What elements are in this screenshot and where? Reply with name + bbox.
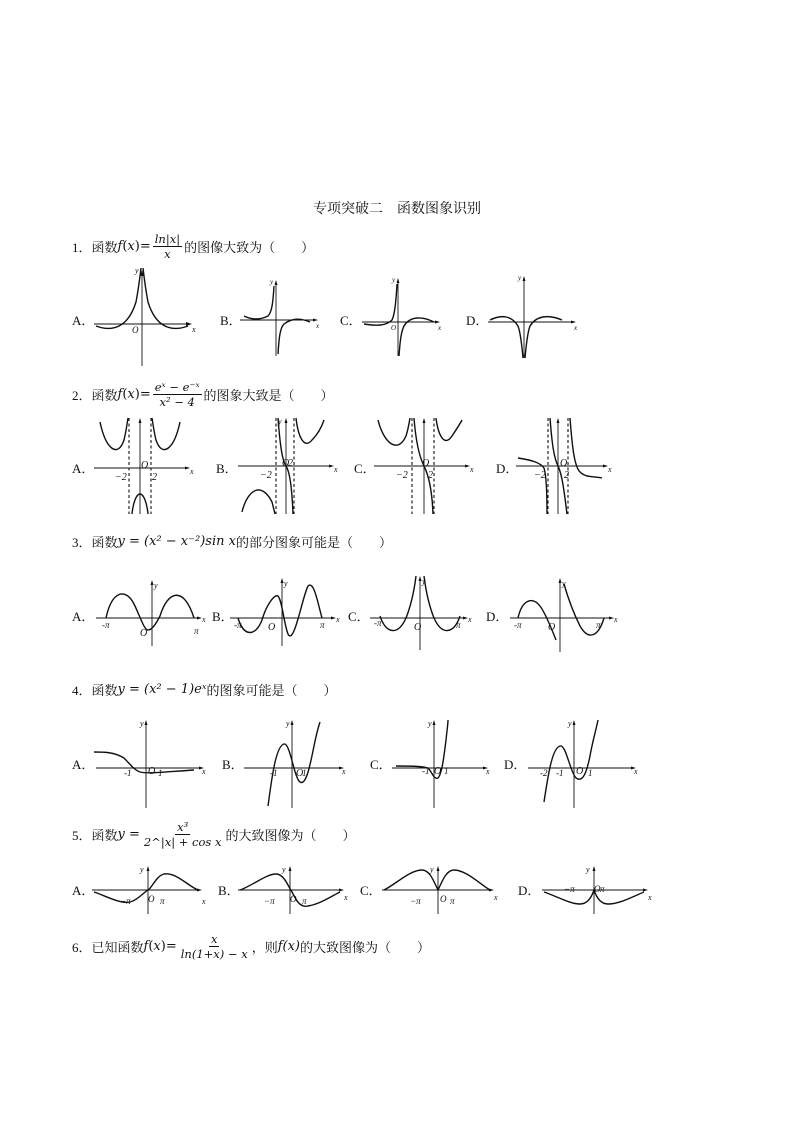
svg-text:x: x [494,893,498,902]
svg-text:x: x [470,465,474,474]
q5-graph-c[interactable] [380,862,506,916]
svg-text:1: 1 [588,768,593,778]
q4-graph-c[interactable] [390,716,500,810]
svg-text:y: y [430,865,434,874]
question-3: 3． 函数 y = (x² − x⁻²)sin x 的部分图象可能是（ ） [72,534,392,551]
svg-text:y: y [154,581,158,590]
svg-text:O: O [148,766,156,777]
svg-text:π: π [160,896,165,906]
svg-text:2: 2 [288,458,293,469]
option-b-label[interactable]: B． [212,609,234,624]
svg-text:-π: -π [514,620,522,630]
svg-text:x: x [334,465,338,474]
svg-text:2: 2 [428,470,433,481]
svg-text:-2: -2 [540,768,548,778]
option-b-label[interactable]: B． [220,313,242,328]
question-1: 1． 函数 f ( x ) = $\frac{\ln|x|}{x}$ 的图像大致为（ ） [72,232,315,261]
svg-text:2: 2 [152,472,157,483]
svg-text:x: x [190,467,194,476]
q1-graph-a[interactable] [92,262,202,372]
svg-text:y: y [428,719,432,728]
svg-text:O: O [594,884,601,894]
svg-text:y: y [286,719,290,728]
svg-text:1: 1 [158,768,163,778]
fraction: $\frac{\text{eˣ − e⁻ˣ}}{\text{x² − 4}}$ [154,380,200,409]
q2-graph-a[interactable] [92,414,202,518]
q1-graph-b[interactable] [238,272,328,360]
x-label: x [192,325,196,334]
svg-text:−π: −π [564,884,575,894]
svg-text:1: 1 [444,766,449,776]
svg-text:−π: −π [410,896,421,906]
svg-text:−2: −2 [260,470,272,481]
q3-graph-b[interactable] [228,574,348,648]
q1-graph-c[interactable] [360,270,450,360]
svg-text:-1: -1 [124,768,132,778]
q4-graph-d[interactable] [526,716,646,810]
option-a-label[interactable]: A． [72,461,95,476]
fraction: $\frac{\text{x³}}{\text{2\textasciicircum{}|x| + cos x}}$ [143,820,222,849]
q4-graph-b[interactable] [242,716,358,810]
svg-text:x: x [574,324,578,332]
svg-text:x: x [634,767,638,776]
question-5: 5． 函数 y = $\frac{\text{x³}}{\text{2\textasciicircum{}|x| + cos x}}$ 的大致图像为（ ） [72,820,356,849]
svg-text:y: y [284,579,288,588]
svg-text:O: O [440,894,447,904]
svg-text:−π: −π [120,896,131,906]
option-d-label[interactable]: D． [486,609,509,624]
q2-graph-c[interactable] [372,414,482,518]
svg-text:2: 2 [564,470,569,481]
svg-text:x: x [648,893,652,902]
svg-text:−2: −2 [396,470,408,481]
q3-graph-c[interactable] [368,572,478,652]
fraction: $\frac{\ln|x|}{x}$ [154,232,181,261]
option-a-label[interactable]: A． [72,313,95,328]
svg-text:x: x [202,767,206,776]
svg-text:x: x [344,893,348,902]
svg-text:-π: -π [234,620,242,630]
origin-label: O [132,325,139,335]
svg-text:O: O [148,894,155,904]
q3-graph-a[interactable] [94,576,214,648]
svg-text:y: y [562,579,566,588]
svg-text:O: O [434,766,442,777]
svg-text:O: O [576,766,584,777]
option-b-label[interactable]: B． [222,757,244,772]
option-d-label[interactable]: D． [504,757,527,772]
svg-text:y: y [282,865,286,874]
q5-graph-d[interactable] [540,862,660,916]
svg-text:y: y [422,577,426,586]
q5-graph-a[interactable] [90,862,216,916]
svg-text:y: y [278,417,282,426]
svg-text:O: O [282,458,290,469]
svg-text:x: x [614,615,618,624]
svg-text:x: x [202,615,206,624]
svg-text:O: O [268,622,276,633]
question-4: 4． 函数 y = (x² − 1)eˣ 的图象可能是（ ） [72,682,337,699]
svg-text:-π: -π [374,618,382,628]
svg-text:x: x [608,465,612,474]
svg-text:O: O [141,460,149,471]
fraction: $\frac{x}{\ln(1+x) - x}$ [180,932,248,961]
option-b-label[interactable]: B． [218,883,240,898]
svg-text:x: x [486,767,490,776]
svg-text:−2: −2 [115,472,127,483]
svg-text:O: O [422,458,430,469]
svg-text:y: y [140,865,144,874]
svg-text:y: y [568,719,572,728]
option-d-label[interactable]: D． [518,883,541,898]
svg-text:π: π [320,620,325,630]
option-d-label[interactable]: D． [496,461,519,476]
svg-text:y: y [392,276,396,284]
svg-text:O: O [414,622,422,633]
svg-text:O: O [296,768,304,779]
svg-text:x: x [316,322,320,330]
option-a-label[interactable]: A． [72,757,95,772]
q1-graph-d[interactable] [486,268,586,362]
option-a-label[interactable]: A． [72,609,95,624]
svg-text:y: y [518,274,522,282]
svg-text:π: π [450,896,455,906]
question-6: 6． 已知函数 f ( x ) = $\frac{x}{\ln(1+x) - x}$ ，则 f(x) 的大致图像为（ ） [72,932,431,961]
svg-text:O: O [290,894,297,904]
svg-text:1: 1 [302,768,307,778]
q2-graph-d[interactable] [514,414,624,518]
svg-text:-π: -π [102,620,110,630]
svg-text:x: x [468,615,472,624]
svg-text:−2: −2 [534,470,546,481]
svg-text:π: π [456,620,461,630]
svg-text:π: π [194,626,199,636]
question-2: 2． 函数 f ( x ) = $\frac{\text{eˣ − e⁻ˣ}}{\text{x² − 4}}$ 的图象大致是（ ） [72,380,334,409]
option-a-label[interactable]: A． [72,883,95,898]
q5-graph-b[interactable] [236,862,356,916]
svg-text:-1: -1 [556,768,564,778]
svg-text:π: π [596,620,601,630]
option-c-label[interactable]: C． [354,461,376,476]
option-c-label[interactable]: C． [370,757,392,772]
svg-text:-1: -1 [422,766,430,776]
svg-text:O: O [560,458,568,469]
svg-text:y: y [270,278,274,286]
page-title: 专项突破二 函数图象识别 [313,201,481,217]
svg-text:π: π [302,896,307,906]
option-c-label[interactable]: C． [360,883,382,898]
svg-text:π: π [600,884,605,894]
option-c-label[interactable]: C． [340,313,362,328]
q2-graph-b[interactable] [236,414,346,518]
q4-graph-a[interactable] [94,716,214,810]
svg-text:O: O [391,324,397,332]
svg-text:−π: −π [264,896,275,906]
y-label: y [135,266,139,275]
svg-text:-1: -1 [270,768,278,778]
svg-text:x: x [438,324,442,332]
option-d-label[interactable]: D． [466,313,489,328]
svg-text:O: O [140,628,148,639]
option-b-label[interactable]: B． [216,461,238,476]
svg-text:x: x [202,897,206,906]
svg-text:O: O [548,622,556,633]
svg-text:x: x [336,615,340,624]
svg-text:x: x [342,767,346,776]
svg-text:y: y [140,719,144,728]
option-c-label[interactable]: C． [348,609,370,624]
svg-text:y: y [586,865,590,874]
q3-graph-d[interactable] [508,574,624,654]
